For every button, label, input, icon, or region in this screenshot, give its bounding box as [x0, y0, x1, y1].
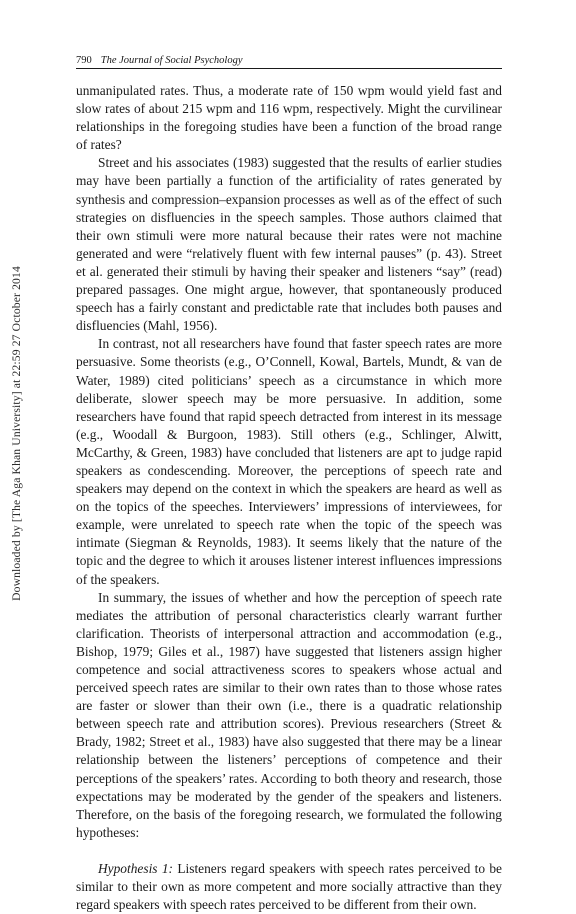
download-watermark-text: Downloaded by [The Aga Khan University] at 22:59 27 October 2014	[9, 265, 23, 601]
download-watermark	[8, 228, 24, 638]
running-head	[76, 54, 502, 69]
hypothesis-text: Listeners regard speakers with speech rates perceived to be similar to their own as more competent and more socially attractive than they regard speakers with speech rates perceived to be different from their own.	[76, 860, 502, 913]
hypothesis-label: Hypothesis 1:	[98, 860, 173, 876]
article-body	[76, 82, 502, 914]
paragraph-continued: unmanipulated rates. Thus, a moderate rate of 150 wpm would yield fast and slow rates of about 215 wpm and 116 wpm, respectively. Might the curvilinear relationships in the foregoing studies have been a function of the broad range of rates?	[76, 83, 502, 153]
paragraph-street-associates: Street and his associates (1983) suggested that the results of earlier studies may have been partially a function of the artificiality of rates generated by synthesis and compression–expansion processes as well as of the effect of such strategies on disfluencies in the speech samples. Those authors claimed that their own stimuli were more natural because their rates were not machine generated and were “relatively fluent with few internal pauses” (p. 43). Street et al. generated their stimuli by having their speaker and listeners “say” (read) prepared passages. One might argue, however, that spontaneously produced speech has a fairly constant and predictable rate that includes both pauses and disfluencies (Mahl, 1956).	[76, 155, 502, 334]
paragraph-in-summary: In summary, the issues of whether and how the perception of speech rate mediates the attribution of personal characteristics clearly warrant further clarification. Theorists of interpersonal attraction and accommodation (e.g., Bishop, 1979; Giles et al., 1987) have suggested that listeners assign higher competence and social attractiveness scores to speakers whose actual and perceived speech rates are similar to their own rates than to those whose rates are faster or slower than their own (i.e., there is a quadratic relationship between speech rate and attribution scores). Previous researchers (Street & Brady, 1982; Street et al., 1983) have also suggested that there may be a linear relationship between the listeners’ perceptions of competence and their perceptions of the speakers’ rates. According to both theory and research, those expectations may be moderated by the gender of the speakers and listeners. Therefore, on the basis of the foregoing research, we formulated the following hypotheses:	[76, 589, 502, 840]
paragraph-in-contrast: In contrast, not all researchers have found that faster speech rates are more persuasive. Some theorists (e.g., O’Connell, Kowal, Bartels, Mundt, & van de Water, 1989) cited politicians’ speech as a circumstance in which more deliberate, slower speech may be more persuasive. In addition, some researchers have found that rapid speech detracted from interest in its message (e.g., Woodall & Burgoon, 1983). Still others (e.g., Schlinger, Alwitt, McCarthy, & Green, 1983) have concluded that listeners are apt to judge rapid speakers as condescending. Moreover, the perceptions of speech rate and speakers may depend on the context in which the speakers are heard as well as on the topics of the speeches. Interviewers’ impressions of interviewees, for example, were unrelated to speech rate when the topic of the speech was intimate (Siegman & Reynolds, 1983). It seems likely that the nature of the topic and the degree to which it arouses listener interest influences impressions of the speakers.	[76, 336, 502, 587]
hypothesis-1	[76, 860, 502, 914]
page-number: 790	[76, 55, 92, 66]
journal-title: The Journal of Social Psychology	[100, 55, 243, 66]
